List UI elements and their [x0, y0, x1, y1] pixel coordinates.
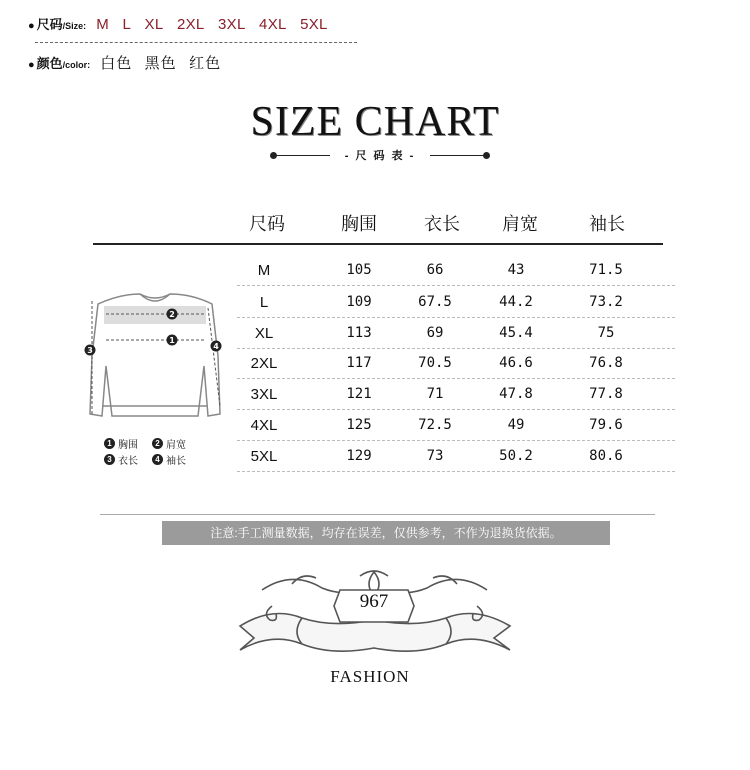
table-row	[0, 255, 750, 286]
size-sub-label: /Size:	[62, 21, 87, 31]
column-header: 胸围	[341, 214, 377, 234]
table-cell: 72.5	[418, 417, 452, 433]
subtitle	[270, 146, 490, 166]
table-cell: 66	[426, 262, 444, 278]
table-cell: 45.4	[499, 325, 533, 341]
subtitle-text: - 尺 码 表 -	[344, 150, 416, 162]
size-option: M	[96, 16, 109, 33]
row-divider	[237, 285, 675, 286]
table-cell: 75	[597, 325, 615, 341]
legend-row	[104, 452, 186, 467]
size-option: 2XL	[176, 16, 205, 33]
marker-3-label: 3	[87, 346, 93, 355]
size-option: 3XL	[218, 16, 246, 33]
column-header: 衣长	[424, 214, 460, 234]
column-header: 尺码	[249, 214, 285, 234]
color-info-row	[28, 52, 229, 73]
page-title: SIZE CHART	[250, 99, 500, 145]
size-option: 5XL	[300, 16, 328, 33]
subtitle-line	[274, 155, 330, 156]
table-cell: 113	[346, 325, 372, 341]
size-info-row	[28, 14, 337, 34]
table-cell: 4XL	[250, 417, 278, 434]
header-rule	[93, 243, 663, 245]
legend-row	[104, 436, 186, 451]
size-option: L	[122, 16, 132, 33]
table-cell: 105	[346, 262, 372, 278]
column-header: 袖长	[589, 214, 625, 234]
size-list	[96, 16, 337, 34]
table-cell: 46.6	[499, 355, 533, 371]
table-cell: L	[259, 294, 269, 311]
color-option: 红色	[189, 55, 222, 72]
table-cell: 117	[346, 355, 372, 371]
color-option: 白色	[100, 55, 133, 72]
bullet-icon: ●	[28, 20, 35, 32]
legend-label: 胸围	[118, 440, 138, 451]
table-cell: 76.8	[589, 355, 623, 371]
size-label: 尺码	[36, 17, 63, 32]
marker-4-label: 4	[213, 342, 219, 351]
table-cell: 70.5	[418, 355, 452, 371]
table-cell: 129	[346, 448, 372, 464]
table-cell: 44.2	[499, 294, 533, 310]
emblem-number: 967	[359, 591, 389, 612]
legend-label: 衣长	[118, 456, 138, 467]
brand-label: FASHION	[330, 667, 410, 686]
table-cell: 3XL	[250, 386, 278, 403]
table-cell: 69	[426, 325, 444, 341]
disclaimer-note: 注意:手工测量数据，均存在误差，仅供参考，不作为退换货依据。	[162, 521, 610, 545]
table-cell: 73	[426, 448, 444, 464]
subtitle-line	[430, 155, 486, 156]
sweater-diagram	[80, 286, 230, 431]
table-cell: 5XL	[250, 448, 278, 465]
table-cell: 79.6	[589, 417, 623, 433]
legend-number: 1	[104, 438, 115, 449]
size-option: 4XL	[259, 16, 287, 33]
table-cell: 77.8	[589, 386, 623, 402]
legend-number: 3	[104, 454, 115, 465]
column-header: 肩宽	[502, 214, 538, 234]
subtitle-dot	[483, 152, 490, 159]
note-divider	[100, 514, 655, 515]
table-cell: 50.2	[499, 448, 533, 464]
legend-number: 4	[152, 454, 163, 465]
legend-number: 2	[152, 438, 163, 449]
ornament-emblem-icon	[232, 566, 517, 666]
table-cell: 109	[346, 294, 372, 310]
bullet-icon: ●	[28, 59, 35, 71]
table-cell: 2XL	[250, 355, 278, 372]
marker-1-label: 1	[169, 336, 175, 345]
color-sub-label: /color:	[62, 60, 91, 70]
legend-label: 袖长	[166, 456, 186, 467]
table-cell: 80.6	[589, 448, 623, 464]
legend-label: 肩宽	[166, 440, 186, 451]
table-cell: 47.8	[499, 386, 533, 402]
table-cell: 125	[346, 417, 372, 433]
table-cell: 49	[507, 417, 525, 433]
table-cell: 43	[507, 262, 525, 278]
table-cell: 71	[426, 386, 444, 402]
color-label: 颜色	[36, 56, 63, 71]
table-cell: 71.5	[589, 262, 623, 278]
table-cell: 121	[346, 386, 372, 402]
size-option: XL	[144, 16, 164, 33]
table-cell: XL	[254, 325, 274, 342]
table-cell: M	[257, 262, 271, 279]
color-list	[100, 52, 229, 73]
color-option: 黑色	[144, 55, 177, 72]
header-divider	[35, 42, 357, 43]
row-divider	[237, 471, 675, 472]
table-cell: 67.5	[418, 294, 452, 310]
table-cell: 73.2	[589, 294, 623, 310]
table-header	[0, 210, 750, 240]
marker-2-label: 2	[169, 310, 175, 319]
